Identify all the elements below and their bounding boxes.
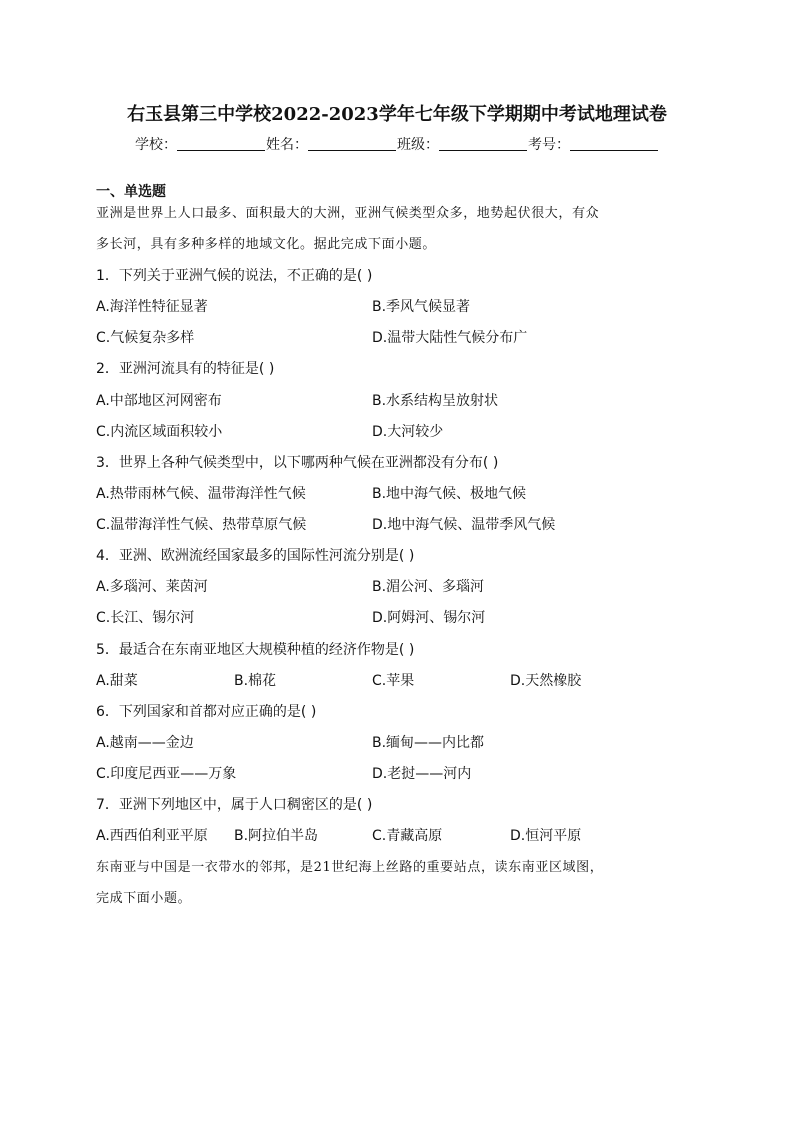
passage-1-line-1: 亚洲是世界上人口最多、面积最大的大洲，亚洲气候类型众多，地势起伏很大，有众 xyxy=(96,206,600,221)
question-4-option-c[interactable]: C.长江、锡尔河 xyxy=(96,610,195,626)
question-6-option-d[interactable]: D.老挝——河内 xyxy=(372,766,472,782)
school-label: 学校： xyxy=(135,137,177,153)
question-4-stem: 4．亚洲、欧洲流经国家最多的国际性河流分别是( ) xyxy=(96,548,415,564)
passage-1-line-2: 多长河，具有多种多样的地域文化。据此完成下面小题。 xyxy=(96,237,437,252)
question-4-option-d[interactable]: D.阿姆河、锡尔河 xyxy=(372,610,486,626)
question-3-stem: 3．世界上各种气候类型中，以下哪两种气候在亚洲都没有分布( ) xyxy=(96,455,499,471)
question-1-stem: 1．下列关于亚洲气候的说法，不正确的是( ) xyxy=(96,268,373,284)
class-blank[interactable] xyxy=(439,136,527,151)
question-7-option-c[interactable]: C.青藏高原 xyxy=(372,828,443,844)
question-4-option-b[interactable]: B.湄公河、多瑙河 xyxy=(372,579,485,595)
question-2-option-b[interactable]: B.水系结构呈放射状 xyxy=(372,393,499,409)
passage-2-line-2: 完成下面小题。 xyxy=(96,891,192,906)
passage-2-line-1: 东南亚与中国是一衣带水的邻邦，是21世纪海上丝路的重要站点，读东南亚区域图， xyxy=(96,860,604,875)
question-7-option-d[interactable]: D.恒河平原 xyxy=(510,828,582,844)
question-3-option-c[interactable]: C.温带海洋性气候、热带草原气候 xyxy=(96,517,307,533)
class-label: 班级： xyxy=(397,137,439,153)
question-1-option-a[interactable]: A.海洋性特征显著 xyxy=(96,299,208,315)
question-5-stem: 5．最适合在东南亚地区大规模种植的经济作物是( ) xyxy=(96,642,415,658)
question-1-option-b[interactable]: B.季风气候显著 xyxy=(372,299,471,315)
question-3-option-d[interactable]: D.地中海气候、温带季风气候 xyxy=(372,517,556,533)
exam-number-label: 考号： xyxy=(528,137,570,153)
question-6-option-b[interactable]: B.缅甸——内比都 xyxy=(372,735,485,751)
name-blank[interactable] xyxy=(308,136,396,151)
question-5-option-b[interactable]: B.棉花 xyxy=(234,673,277,689)
question-2-option-d[interactable]: D.大河较少 xyxy=(372,424,444,440)
question-5-option-d[interactable]: D.天然橡胶 xyxy=(510,673,582,689)
question-7-stem: 7．亚洲下列地区中，属于人口稠密区的是( ) xyxy=(96,797,373,813)
question-5-option-c[interactable]: C.苹果 xyxy=(372,673,415,689)
question-2-option-a[interactable]: A.中部地区河网密布 xyxy=(96,393,222,409)
question-6-stem: 6．下列国家和首都对应正确的是( ) xyxy=(96,704,317,720)
question-6-option-c[interactable]: C.印度尼西亚——万象 xyxy=(96,766,237,782)
question-7-option-a[interactable]: A.西西伯利亚平原 xyxy=(96,828,208,844)
question-3-option-b[interactable]: B.地中海气候、极地气候 xyxy=(372,486,527,502)
student-info-row xyxy=(0,134,794,156)
school-blank[interactable] xyxy=(177,136,265,151)
question-1-option-d[interactable]: D.温带大陆性气候分布广 xyxy=(372,330,528,346)
question-3-option-a[interactable]: A.热带雨林气候、温带海洋性气候 xyxy=(96,486,306,502)
question-1-option-c[interactable]: C.气候复杂多样 xyxy=(96,330,195,346)
question-2-stem: 2．亚洲河流具有的特征是( ) xyxy=(96,361,275,377)
section-heading: 一、单选题 xyxy=(96,184,166,200)
question-7-option-b[interactable]: B.阿拉伯半岛 xyxy=(234,828,319,844)
exam-number-blank[interactable] xyxy=(570,136,658,151)
exam-title: 右玉县第三中学校2022-2023学年七年级下学期期中考试地理试卷 xyxy=(127,104,667,125)
question-5-option-a[interactable]: A.甜菜 xyxy=(96,673,138,689)
question-2-option-c[interactable]: C.内流区域面积较小 xyxy=(96,424,223,440)
question-6-option-a[interactable]: A.越南——金边 xyxy=(96,735,194,751)
name-label: 姓名： xyxy=(266,137,308,153)
question-4-option-a[interactable]: A.多瑙河、莱茵河 xyxy=(96,579,208,595)
